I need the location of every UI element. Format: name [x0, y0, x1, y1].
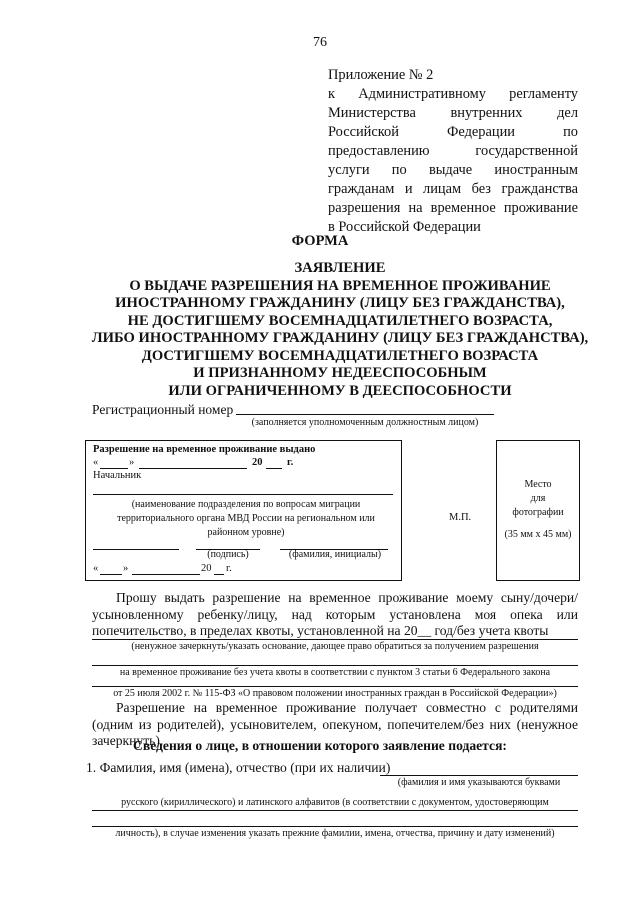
registration-note: (заполняется уполномоченным должностным лицом) [251, 417, 479, 428]
permit-date-close-quote: » [129, 457, 135, 468]
registration-number-label: Регистрационный номер [92, 402, 234, 417]
title-line: ЗАЯВЛЕНИЕ [294, 260, 386, 276]
photo-placeholder [496, 478, 580, 542]
name-initials-note: (фамилия, инициалы) [288, 549, 382, 560]
permit-day-field[interactable] [100, 468, 128, 469]
chief-label: Начальник [93, 470, 142, 481]
form-label: ФОРМА [291, 233, 349, 249]
appendix-line: Приложение № 2 [328, 67, 434, 83]
permit-date-year-suffix: г. [287, 457, 294, 468]
full-name-field[interactable] [380, 775, 578, 776]
signature-note: (подпись) [207, 549, 249, 560]
permit-month-field[interactable] [139, 468, 247, 469]
basis-field-3[interactable] [92, 686, 578, 687]
basis-field-2[interactable] [92, 665, 578, 666]
appendix-block [328, 66, 578, 237]
department-field[interactable] [93, 494, 393, 495]
appendix-line: Российской Федерации по [328, 124, 578, 140]
page-number: 76 [313, 35, 327, 50]
appendix-line: предоставлению государственной [328, 143, 578, 159]
bottom-year-field[interactable] [214, 574, 224, 575]
photo-line: Место [524, 479, 552, 490]
item1-note: личность), в случае изменения указать прежние фамилии, имена, отчества, причину и дату изменений) [115, 828, 555, 839]
basis-field-1[interactable] [92, 639, 578, 640]
title-line: ИНОСТРАННОМУ ГРАЖДАНИНУ (ЛИЦУ БЕЗ ГРАЖДАНСТВА), [115, 295, 565, 311]
bottom-date-close-quote: » [123, 563, 129, 574]
title-line: О ВЫДАЧЕ РАЗРЕШЕНИЯ НА ВРЕМЕННОЕ ПРОЖИВАНИЕ [129, 277, 551, 294]
title-line: ЛИБО ИНОСТРАННОМУ ГРАЖДАНИНУ (ЛИЦУ БЕЗ ГРАЖДАНСТВА), [91, 330, 589, 346]
photo-line: для [530, 493, 546, 504]
document-title [40, 260, 640, 400]
item1-label: 1. Фамилия, имя (имена), отчество (при их наличии) [86, 760, 391, 775]
permit-year-field[interactable] [266, 468, 282, 469]
appendix-line: Министерства внутренних дел [328, 105, 578, 121]
item1-note: русского (кириллического) и латинского алфавитов (в соответствии с документом, удостоверяющим [121, 797, 549, 808]
title-line: ДОСТИГШЕМУ ВОСЕМНАДЦАТИЛЕТНЕГО ВОЗРАСТА [141, 347, 539, 364]
appendix-line: разрешения на временное проживание [328, 200, 578, 216]
registration-number-field[interactable] [236, 414, 494, 415]
permit-date-century: 20 [252, 457, 263, 468]
bottom-month-field[interactable] [132, 574, 200, 575]
permit-box-title: Разрешение на временное проживание выдано [93, 444, 316, 455]
full-name-field-3[interactable] [92, 826, 578, 827]
department-note: (наименование подразделения по вопросам миграции территориального органа МВД России на региональном или районном уровне) [117, 499, 375, 538]
item1-note: (фамилия и имя указываются буквами [397, 777, 561, 788]
bottom-date-open-quote: « [93, 563, 99, 574]
appendix-line: к Административному регламенту [328, 86, 578, 102]
basis-note: от 25 июля 2002 г. № 115-ФЗ «О правовом положении иностранных граждан в Российской Федерации») [113, 688, 557, 699]
appendix-line: в Российской Федерации [328, 219, 481, 235]
title-line: И ПРИЗНАННОМУ НЕДЕЕСПОСОБНЫМ [193, 365, 487, 381]
appendix-line: гражданам и лицам без гражданства [328, 181, 578, 197]
section-title: Сведения о лице, в отношении которого заявление подается: [133, 738, 507, 753]
basis-note: на временное проживание без учета квоты в соответствии с пунктом 3 статьи 6 Федерального закона [119, 667, 551, 678]
full-name-field-2[interactable] [92, 810, 578, 811]
title-line: НЕ ДОСТИГШЕМУ ВОСЕМНАДЦАТИЛЕТНЕГО ВОЗРАСТА, [127, 312, 553, 329]
signature-left-field[interactable] [93, 549, 179, 550]
appendix-line: услуги по выдаче иностранным [328, 162, 578, 178]
basis-note: (ненужное зачеркнуть/указать основание, дающее право обратиться за получением разрешения [131, 641, 539, 652]
title-line: ИЛИ ОГРАНИЧЕННОМУ В ДЕЕСПОСОБНОСТИ [168, 382, 512, 399]
bottom-date-century: 20 [201, 563, 212, 574]
photo-line: фотографии [512, 507, 564, 518]
residence-paragraph: Разрешение на временное проживание получает совместно с родителями (одним из родителей), усыновителем, опекуном, попечителем/без них (ненужное зачеркнуть). [92, 700, 578, 748]
permit-date-open-quote: « [93, 457, 99, 468]
bottom-date-year-suffix: г. [226, 563, 232, 574]
bottom-day-field[interactable] [100, 574, 122, 575]
photo-size: (35 мм x 45 мм) [504, 529, 572, 540]
request-paragraph: Прошу выдать разрешение на временное проживание моему сыну/дочери/усыновленному ребенку/лицу, над которым установлена моя опека или попечительство, в пределах квоты, установленной на 20__ год/без учета квоты [92, 590, 578, 638]
stamp-label: М.П. [449, 512, 472, 523]
